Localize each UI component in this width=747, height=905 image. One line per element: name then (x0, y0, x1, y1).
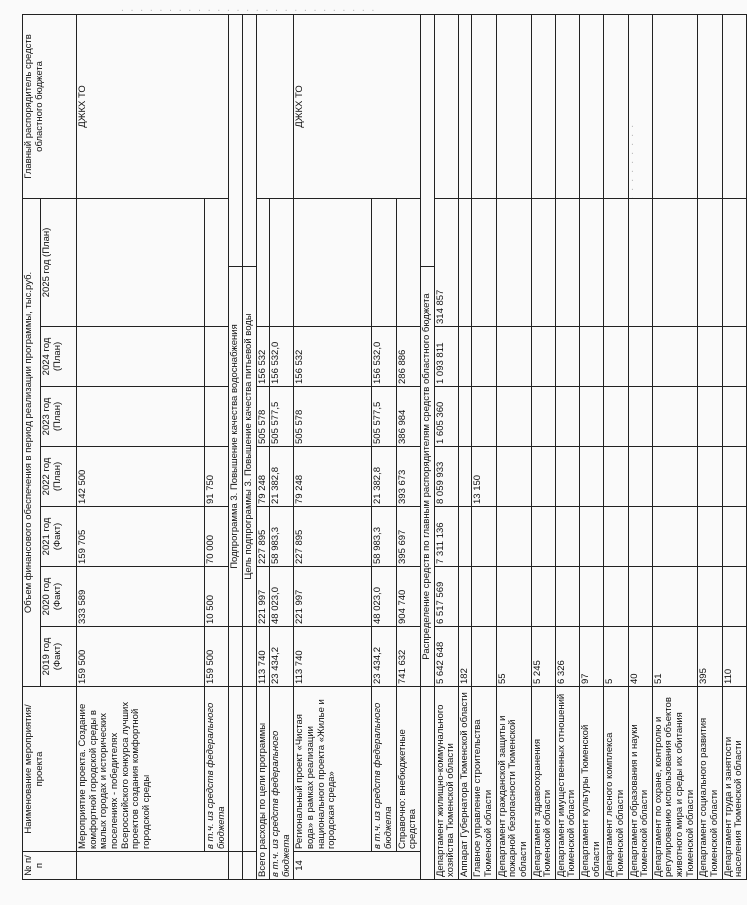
value-cell: 156 532 (256, 327, 270, 387)
empty-cell (652, 14, 698, 198)
value-cell (496, 447, 531, 507)
value-cell (372, 198, 396, 326)
value-cell (580, 387, 604, 447)
department-name: Департамент лесного комплекса Тюменской области (604, 687, 628, 880)
value-cell (628, 387, 652, 447)
department-name: Департамент здравоохранения Тюменской области (531, 687, 555, 880)
header-year: 2025 год (План) (41, 198, 77, 326)
department-name: Департамент труда и занятости населения Тюменской области (722, 687, 746, 880)
value-cell: 904 740 (396, 567, 420, 627)
value-cell: 505 578 (256, 387, 270, 447)
value-cell (652, 198, 698, 326)
value-cell (458, 198, 472, 326)
subprogram-title: Подпрограмма 3. Повышение качества водоснабжения (229, 267, 243, 627)
value-cell (628, 447, 652, 507)
value-cell (698, 327, 722, 387)
department-name: Департамент гражданской защиты и пожарной безопасности Тюменской области (496, 687, 531, 880)
row-number (77, 852, 229, 880)
value-cell: 393 673 (396, 447, 420, 507)
value-cell (698, 567, 722, 627)
value-cell: 395 (698, 627, 722, 687)
value-cell (580, 198, 604, 326)
value-cell: 97 (580, 627, 604, 687)
value-cell (472, 387, 496, 447)
value-cell: 40 (628, 627, 652, 687)
value-cell: 156 532,0 (270, 327, 294, 387)
value-cell: 395 697 (396, 507, 420, 567)
value-cell (294, 198, 372, 326)
value-cell (555, 567, 579, 627)
value-cell (472, 327, 496, 387)
empty-cell (242, 687, 256, 852)
value-cell (531, 447, 555, 507)
value-cell: 5 245 (531, 627, 555, 687)
value-cell (555, 507, 579, 567)
empty-cell (229, 852, 243, 880)
value-cell (458, 447, 472, 507)
value-cell (628, 198, 652, 326)
header-year: 2022 год (План) (41, 447, 77, 507)
department-name: Главное управление строительства Тюменской области (472, 687, 496, 880)
empty-cell (242, 627, 256, 687)
value-cell (496, 567, 531, 627)
value-cell: 159 500 (205, 627, 229, 687)
header-year: 2021 год (Факт) (41, 507, 77, 567)
distribution-title: Распределение средств по главным распорядителям средств областного бюджета (420, 267, 434, 687)
value-cell: 8 059 933 (434, 447, 458, 507)
empty-cell (555, 14, 579, 198)
value-cell: 6 326 (555, 627, 579, 687)
department-name: Департамент образования и науки Тюменской области (628, 687, 652, 880)
value-cell (604, 447, 628, 507)
value-cell (458, 567, 472, 627)
row-number: 14 (294, 852, 421, 880)
header-col-no: № п/п (23, 852, 77, 880)
value-cell (698, 507, 722, 567)
value-cell: 286 886 (396, 327, 420, 387)
admin-cell: ДЖКХ ТО (77, 14, 229, 198)
value-cell (652, 567, 698, 627)
federal-label: в т.ч. из средств федерального бюджета (270, 687, 294, 880)
value-cell: 110 (722, 627, 746, 687)
value-cell (458, 507, 472, 567)
value-cell (652, 387, 698, 447)
value-cell (496, 327, 531, 387)
value-cell: 55 (496, 627, 531, 687)
value-cell (628, 327, 652, 387)
value-cell (722, 198, 746, 326)
value-cell: 23 434,2 (270, 627, 294, 687)
value-cell (604, 387, 628, 447)
value-cell: 58 983,3 (372, 507, 396, 567)
value-cell (77, 327, 205, 387)
value-cell: 70 000 (205, 507, 229, 567)
value-cell (652, 447, 698, 507)
empty-cell (229, 14, 243, 266)
header-year: 2020 год (Факт) (41, 567, 77, 627)
value-cell (580, 567, 604, 627)
header-col-volume: Объем финансового обеспечения в период реализации программы, тыс.руб. (23, 198, 41, 686)
value-cell (396, 198, 420, 326)
value-cell: 505 577,5 (372, 387, 396, 447)
department-name: Департамент имущественных отношений Тюменской области (555, 687, 579, 880)
scan-artifact-top: . . . . . . . . . . . . . . . . . . . . . . . . . . . (120, 4, 376, 13)
header-year: 2019 год (Факт) (41, 627, 77, 687)
value-cell: 1 605 360 (434, 387, 458, 447)
value-cell: 6 517 569 (434, 567, 458, 627)
department-name: Департамент социального развития Тюменской области (698, 687, 722, 880)
project-name: Региональный проект «Чистая вода» в рамках реализации национального проекта «Жилье и городская среда» (294, 687, 372, 852)
empty-cell (580, 14, 604, 198)
empty-cell (229, 627, 243, 687)
header-year: 2023 год (План) (41, 387, 77, 447)
value-cell: 79 248 (294, 447, 372, 507)
value-cell (496, 387, 531, 447)
federal-label: в т.ч. из средств федерального бюджета (205, 687, 229, 852)
value-cell (628, 507, 652, 567)
empty-cell (229, 687, 243, 852)
value-cell (205, 387, 229, 447)
value-cell (604, 327, 628, 387)
value-cell (555, 327, 579, 387)
empty-cell (458, 14, 472, 198)
value-cell (531, 198, 555, 326)
empty-cell (722, 14, 746, 198)
value-cell: 386 984 (396, 387, 420, 447)
department-name: Аппарат Губернатора Тюменской области (458, 687, 472, 880)
value-cell (555, 387, 579, 447)
value-cell (604, 507, 628, 567)
empty-cell (628, 14, 652, 198)
value-cell: 113 740 (256, 627, 270, 687)
value-cell (256, 198, 270, 326)
value-cell: 505 578 (294, 387, 372, 447)
value-cell: 741 632 (396, 627, 420, 687)
value-cell: 21 382,8 (372, 447, 396, 507)
value-cell: 227 895 (256, 507, 270, 567)
value-cell (472, 507, 496, 567)
empty-cell (496, 14, 531, 198)
scan-artifact-right: . . . . . . . . . (630, 120, 635, 201)
value-cell (531, 567, 555, 627)
extra-label: Справочно: внебюджетные средства (396, 687, 420, 852)
value-cell (458, 327, 472, 387)
value-cell (205, 327, 229, 387)
subprogram-goal: Цель подпрограммы 3. Повышение качества питьевой воды (242, 267, 256, 627)
value-cell: 159 705 (77, 507, 205, 567)
value-cell: 333 589 (77, 567, 205, 627)
value-cell (604, 198, 628, 326)
value-cell: 182 (458, 627, 472, 687)
value-cell (531, 387, 555, 447)
value-cell (555, 447, 579, 507)
rotated-document-page (22, 15, 745, 880)
header-col-admin: Главный распорядитель средств областного бюджета (23, 14, 77, 198)
value-cell (472, 198, 496, 326)
value-cell: 79 248 (256, 447, 270, 507)
empty-cell (242, 14, 256, 266)
value-cell: 91 750 (205, 447, 229, 507)
department-name: Департамент культуры Тюменской области (580, 687, 604, 880)
value-cell: 221 997 (294, 567, 372, 627)
value-cell: 227 895 (294, 507, 372, 567)
value-cell (531, 507, 555, 567)
value-cell (472, 567, 496, 627)
value-cell: 48 023,0 (270, 567, 294, 627)
empty-cell (698, 14, 722, 198)
totals-label: Всего расходы по цели программы (256, 687, 270, 880)
value-cell: 113 740 (294, 627, 372, 687)
value-cell (555, 198, 579, 326)
value-cell (496, 198, 531, 326)
value-cell: 48 023,0 (372, 567, 396, 627)
empty-cell (531, 14, 555, 198)
value-cell (652, 507, 698, 567)
project-name: Мероприятие проекта. Создание комфортной городской среды в малых городах и исторических поселениях - победителях Всероссийского конкурса лучших проектов создания комфортной городской среды (77, 687, 205, 852)
value-cell: 314 857 (434, 198, 458, 326)
value-cell: 21 382,8 (270, 447, 294, 507)
value-cell (205, 198, 229, 326)
value-cell (722, 387, 746, 447)
value-cell: 5 (604, 627, 628, 687)
value-cell (270, 198, 294, 326)
value-cell (722, 507, 746, 567)
value-cell (698, 198, 722, 326)
value-cell: 13 150 (472, 447, 496, 507)
empty-cell (256, 14, 294, 198)
value-cell: 159 500 (77, 627, 205, 687)
federal-label: в т.ч. из средств федерального бюджета (372, 687, 396, 852)
value-cell: 10 500 (205, 567, 229, 627)
admin-cell: ДЖКХ ТО (294, 14, 421, 198)
value-cell: 5 642 648 (434, 627, 458, 687)
value-cell: 58 983,3 (270, 507, 294, 567)
value-cell (472, 627, 496, 687)
value-cell (698, 387, 722, 447)
value-cell (496, 507, 531, 567)
value-cell (580, 507, 604, 567)
empty-cell (420, 687, 434, 880)
value-cell (722, 567, 746, 627)
department-name: Департамент жилищно-коммунального хозяйства Тюменской области (434, 687, 458, 880)
header-col-name: Наименование мероприятия/проекта (23, 687, 77, 852)
value-cell (698, 447, 722, 507)
empty-cell (434, 14, 458, 198)
value-cell (652, 327, 698, 387)
empty-cell (604, 14, 628, 198)
value-cell: 156 532,0 (372, 327, 396, 387)
financing-table (22, 14, 747, 880)
value-cell (580, 447, 604, 507)
header-year: 2024 год (План) (41, 327, 77, 387)
value-cell (531, 327, 555, 387)
empty-cell (420, 14, 434, 266)
value-cell: 7 311 136 (434, 507, 458, 567)
value-cell (458, 387, 472, 447)
value-cell: 505 577,5 (270, 387, 294, 447)
value-cell (722, 327, 746, 387)
value-cell (580, 327, 604, 387)
value-cell: 142 500 (77, 447, 205, 507)
value-cell (77, 387, 205, 447)
value-cell (604, 567, 628, 627)
value-cell (628, 567, 652, 627)
value-cell (722, 447, 746, 507)
department-name: Департамент по охране, контролю и регулированию использования объектов животного мира и среды их обитания Тюменской области (652, 687, 698, 880)
value-cell: 1 093 811 (434, 327, 458, 387)
empty-cell (472, 14, 496, 198)
value-cell (77, 198, 205, 326)
value-cell: 156 532 (294, 327, 372, 387)
value-cell: 23 434,2 (372, 627, 396, 687)
empty-cell (242, 852, 256, 880)
value-cell: 221 997 (256, 567, 270, 627)
value-cell: 51 (652, 627, 698, 687)
